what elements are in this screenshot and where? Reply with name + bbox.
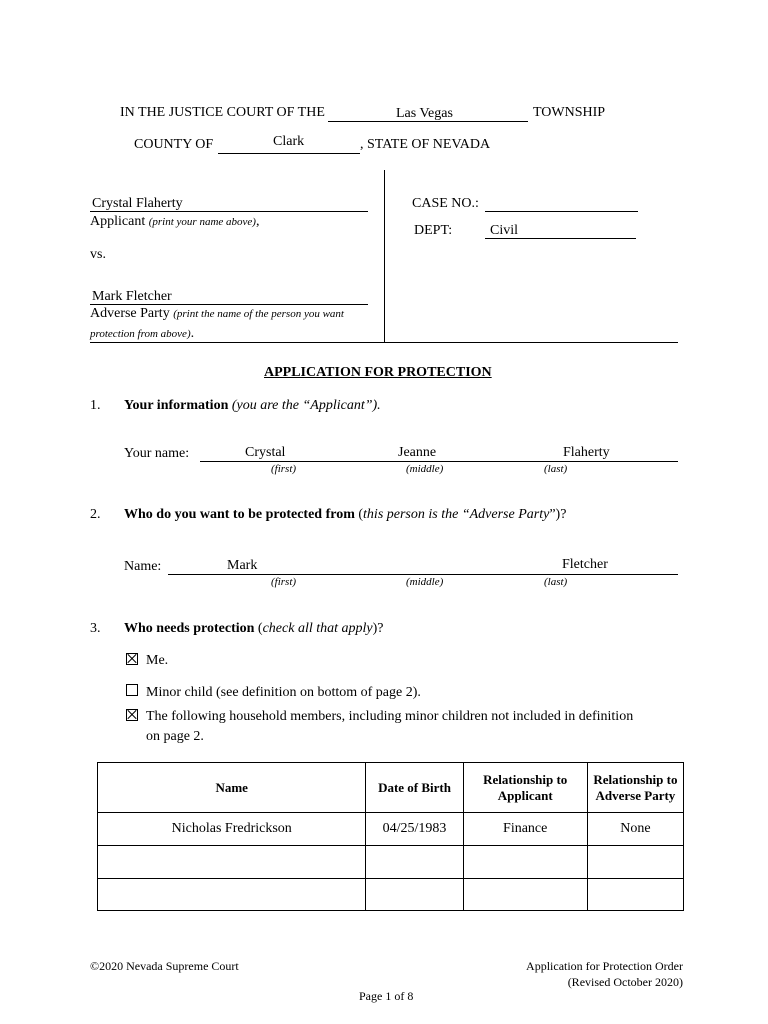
table-header-row (98, 763, 684, 813)
state-label: , STATE OF NEVADA (360, 137, 491, 152)
township-value: Las Vegas (396, 106, 453, 121)
cell-name[interactable]: Nicholas Fredrickson (98, 813, 366, 846)
q3-heading: Who needs protection (124, 621, 255, 636)
q2-hint-open: ( (358, 507, 364, 522)
caption-divider (384, 170, 385, 342)
option-household-label: The following household members, including minor children not included in definition (146, 709, 634, 724)
option-minor-child-label: Minor child (see definition on bottom of page 2). (146, 685, 421, 700)
q2-number: 2. (90, 507, 101, 522)
q1-heading: Your information (124, 398, 229, 413)
q2-name-label: Name: (124, 559, 162, 574)
adverse-label: Adverse Party (90, 306, 170, 321)
header-rel-adverse: Relationship to Adverse Party (587, 763, 683, 813)
adverse-hint-1: (print the name of the person you want (173, 308, 344, 320)
household-members-table (97, 762, 684, 911)
cell-dob[interactable] (366, 846, 463, 879)
q1-last-caption: (last) (544, 463, 568, 475)
q1-heading-row (124, 398, 381, 414)
header-name: Name (98, 763, 366, 813)
applicant-name-value: Crystal Flaherty (92, 196, 183, 211)
court-caption-prefix: IN THE JUSTICE COURT OF THE (120, 105, 325, 120)
adverse-name-value: Mark Fletcher (92, 289, 172, 304)
q1-hint: (you are the “Applicant”). (231, 398, 381, 413)
cell-rel-adverse[interactable] (587, 879, 683, 911)
county-value: Clark (273, 134, 305, 149)
vs-label: vs. (90, 247, 106, 262)
header-dob: Date of Birth (366, 763, 463, 813)
header-rel-applicant: Relationship to Applicant (463, 763, 587, 813)
cell-name[interactable] (98, 879, 366, 911)
cell-rel-applicant[interactable] (463, 846, 587, 879)
option-minor-child-checkbox[interactable] (126, 684, 138, 696)
q1-first-caption: (first) (271, 463, 297, 475)
q1-middle-value: Jeanne (398, 445, 437, 460)
q3-hint: check all that apply (262, 621, 373, 636)
footer-revised: (Revised October 2020) (567, 975, 683, 989)
form-title: APPLICATION FOR PROTECTION (264, 365, 492, 380)
dept-value: Civil (490, 223, 519, 238)
q2-last-caption: (last) (544, 576, 568, 588)
q2-first-value: Mark (227, 558, 258, 573)
adverse-label-row (90, 306, 344, 322)
q2-last-value: Fletcher (562, 557, 608, 572)
applicant-label-row (90, 214, 259, 230)
adverse-hint-end: . (190, 326, 195, 341)
applicant-label: Applicant (90, 214, 146, 229)
county-label: COUNTY OF (134, 137, 214, 152)
q2-first-caption: (first) (271, 576, 297, 588)
q1-number: 1. (90, 398, 101, 413)
adverse-hint-row-2 (90, 326, 194, 342)
cell-rel-adverse[interactable] (587, 846, 683, 879)
footer-page-number: Page 1 of 8 (359, 989, 414, 1003)
adverse-hint-2: protection from above) (90, 328, 191, 340)
q1-middle-caption: (middle) (406, 463, 444, 475)
case-no-field[interactable] (485, 196, 638, 212)
q3-hint-open: ( (257, 621, 263, 636)
cell-rel-applicant[interactable]: Finance (463, 813, 587, 846)
dept-label: DEPT: (414, 223, 453, 238)
footer-copyright: ©2020 Nevada Supreme Court (90, 959, 239, 973)
option-me-label: Me. (146, 653, 169, 668)
caption-bottom-rule (90, 342, 678, 343)
cell-rel-applicant[interactable] (463, 879, 587, 911)
q2-middle-caption: (middle) (406, 576, 444, 588)
township-label: TOWNSHIP (533, 105, 606, 120)
table-row (98, 813, 684, 846)
applicant-hint: (print your name above) (148, 216, 256, 228)
applicant-hint-end: , (255, 214, 260, 229)
q1-last-value: Flaherty (563, 445, 610, 460)
option-household-label-cont: on page 2. (146, 729, 204, 744)
cell-dob[interactable]: 04/25/1983 (366, 813, 463, 846)
footer-form-name: Application for Protection Order (526, 959, 683, 973)
q3-heading-row (124, 621, 384, 637)
cell-rel-adverse[interactable]: None (587, 813, 683, 846)
q3-hint-close: )? (372, 621, 384, 636)
cell-dob[interactable] (366, 879, 463, 911)
q1-first-value: Crystal (245, 445, 286, 460)
q3-number: 3. (90, 621, 101, 636)
option-household-checkbox[interactable] (126, 709, 138, 721)
q2-heading-row (124, 507, 566, 523)
case-no-label: CASE NO.: (412, 196, 479, 211)
table-row (98, 879, 684, 911)
q1-name-label: Your name: (124, 446, 190, 461)
q2-hint: this person is the “Adverse Party (363, 507, 550, 522)
q2-heading: Who do you want to be protected from (124, 507, 355, 522)
cell-name[interactable] (98, 846, 366, 879)
option-me-checkbox[interactable] (126, 653, 138, 665)
q2-hint-close: ”)? (549, 507, 567, 522)
table-row (98, 846, 684, 879)
